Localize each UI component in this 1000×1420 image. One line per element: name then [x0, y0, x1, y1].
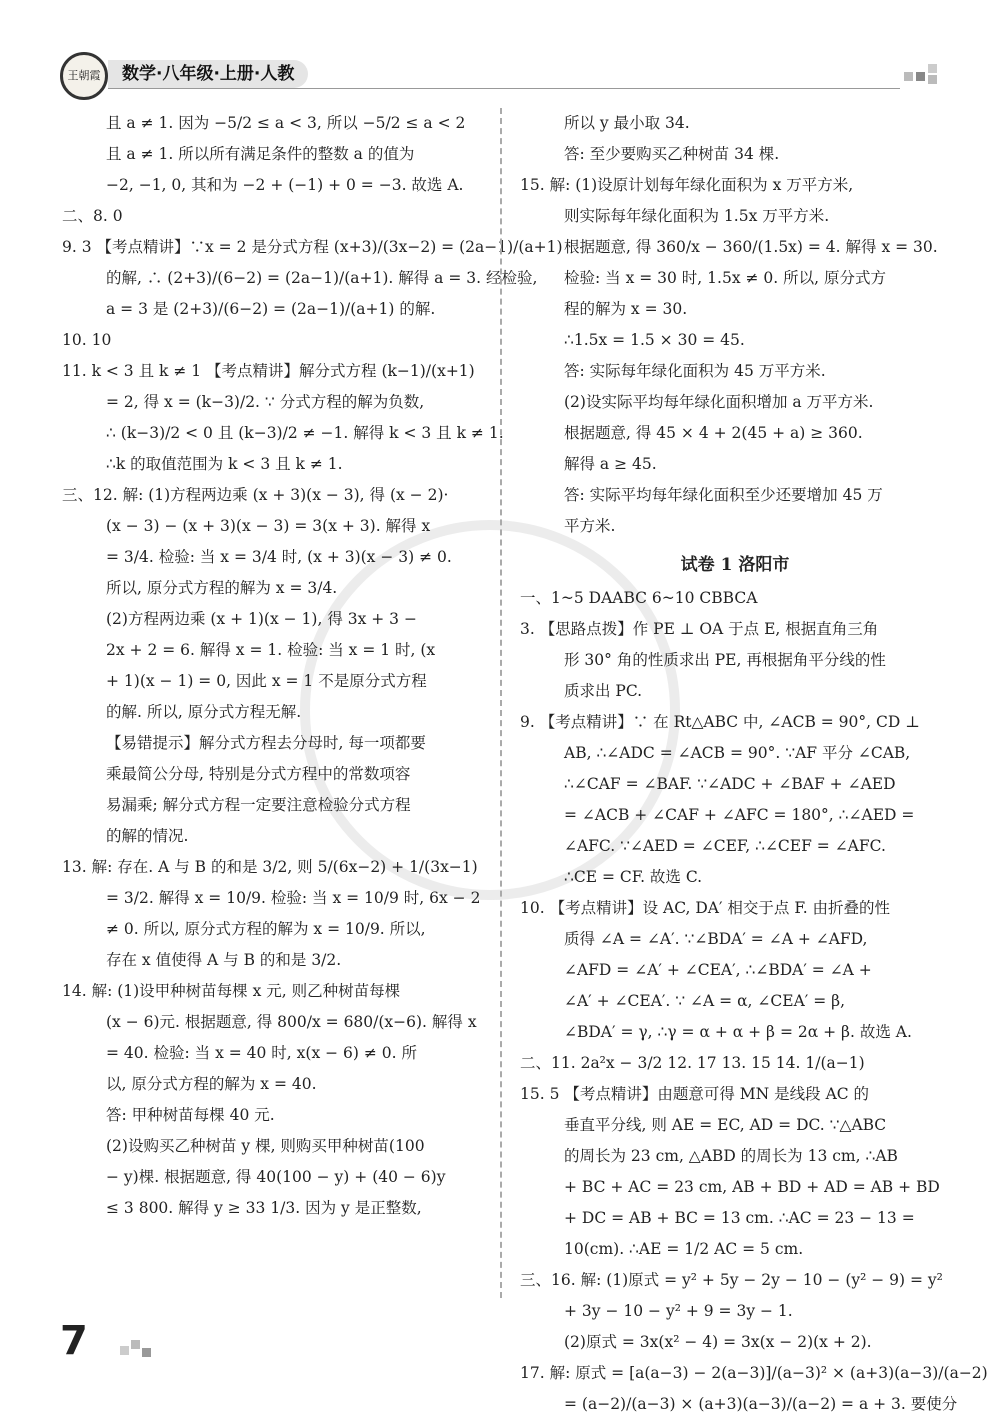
text-line: 所以, 原分式方程的解为 x = 3/4. — [106, 579, 338, 597]
text-line: 检验: 当 x = 30 时, 1.5x ≠ 0. 所以, 原分式方 — [564, 269, 886, 287]
text-line: + 3y − 10 − y² + 9 = 3y − 1. — [564, 1302, 793, 1320]
text-line: ∴∠CAF = ∠BAF. ∵∠ADC + ∠BAF + ∠AED — [564, 775, 896, 793]
text-line: 垂直平分线, 则 AE = EC, AD = DC. ∵△ABC — [564, 1116, 887, 1134]
book-title: 数学·八年级·上册·人教 — [108, 60, 308, 88]
text-line: 10. 10 — [62, 331, 112, 349]
text-line: 答: 实际平均每年绿化面积至少还要增加 45 万 — [564, 486, 883, 504]
page-header — [60, 52, 940, 94]
footer-squares-icon — [120, 1340, 160, 1360]
text-line: 所以 y 最小取 34. — [564, 114, 690, 132]
text-line: 质求出 PC. — [564, 682, 643, 700]
text-line: 2x + 2 = 6. 解得 x = 1. 检验: 当 x = 1 时, (x — [106, 641, 436, 659]
text-line: = 3/2. 解得 x = 10/9. 检验: 当 x = 10/9 时, 6x − 2 — [106, 889, 481, 907]
text-line: 14. 解: (1)设甲种树苗每棵 x 元, 则乙种树苗每棵 — [62, 982, 401, 1000]
text-line: 的解, ∴ (2+3)/(6−2) = (2a−1)/(a+1). 解得 a = 3. 经检验, — [106, 269, 538, 287]
text-line: − y)棵. 根据题意, 得 40(100 − y) + (40 − 6)y — [106, 1168, 446, 1186]
text-line: = (a−2)/(a−3) × (a+3)(a−3)/(a−2) = a + 3. 要使分 — [564, 1395, 958, 1413]
text-line: (x − 6)元. 根据题意, 得 800/x = 680/(x−6). 解得 x — [106, 1013, 477, 1031]
text-line: 平方米. — [564, 517, 616, 535]
text-line: 的解. 所以, 原分式方程无解. — [106, 703, 302, 721]
text-line: ∴CE = CF. 故选 C. — [564, 868, 703, 886]
text-line: 根据题意, 得 45 × 4 + 2(45 + a) ≥ 360. — [564, 424, 863, 442]
text-line: 【易错提示】解分式方程去分母时, 每一项都要 — [106, 734, 426, 752]
text-line: 15. 5 【考点精讲】由题意可得 MN 是线段 AC 的 — [520, 1085, 870, 1103]
text-line: AB, ∴∠ADC = ∠ACB = 90°. ∵AF 平分 ∠CAB, — [564, 744, 911, 762]
text-line: 答: 实际每年绿化面积为 45 万平方米. — [564, 362, 826, 380]
text-line: 11. k < 3 且 k ≠ 1 【考点精讲】解分式方程 (k−1)/(x+1) — [62, 362, 475, 380]
text-line: 17. 解: 原式 = [a(a−3) − 2(a−3)]/(a−3)² × (a+3)(a−3)/(a−2) — [520, 1364, 988, 1382]
text-line: ∠AFD = ∠A′ + ∠CEA′, ∴∠BDA′ = ∠A + — [564, 961, 872, 979]
text-line: 二、8. 0 — [62, 207, 123, 225]
text-line: 二、11. 2a²x − 3/2 12. 17 13. 15 14. 1/(a−1) — [520, 1054, 865, 1072]
text-line: = 2, 得 x = (k−3)/2. ∵ 分式方程的解为负数, — [106, 393, 425, 411]
text-line: 一、1~5 DAABC 6~10 CBBCA — [520, 589, 758, 607]
text-line: ≠ 0. 所以, 原分式方程的解为 x = 10/9. 所以, — [106, 920, 426, 938]
right-column-top — [520, 108, 950, 542]
section-title: 试卷 1 洛阳市 — [680, 555, 790, 575]
text-line: 10. 【考点精讲】设 AC, DA′ 相交于点 F. 由折叠的性 — [520, 899, 891, 917]
column-divider — [500, 108, 502, 1298]
right-column-bottom — [520, 583, 988, 1420]
text-line: ∴ (k−3)/2 < 0 且 (k−3)/2 ≠ −1. 解得 k < 3 且 k ≠ 1. — [106, 424, 504, 442]
text-line: (2)方程两边乘 (x + 1)(x − 1), 得 3x + 3 − — [106, 610, 417, 628]
text-line: 以, 原分式方程的解为 x = 40. — [106, 1075, 317, 1093]
text-line: + BC + AC = 23 cm, AB + BD + AD = AB + BD — [564, 1178, 940, 1196]
text-line: 根据题意, 得 360/x − 360/(1.5x) = 4. 解得 x = 30. — [564, 238, 938, 256]
text-line: 则实际每年绿化面积为 1.5x 万平方米. — [564, 207, 830, 225]
text-line: 程的解为 x = 30. — [564, 300, 688, 318]
text-line: 形 30° 角的性质求出 PE, 再根据角平分线的性 — [564, 651, 886, 669]
text-line: ∴1.5x = 1.5 × 30 = 45. — [564, 331, 745, 349]
text-line: 且 a ≠ 1. 因为 −5/2 ≤ a < 3, 所以 −5/2 ≤ a < 2 — [106, 114, 466, 132]
text-line: ∠BDA′ = γ, ∴γ = α + α + β = 2α + β. 故选 A. — [564, 1023, 912, 1041]
text-line: ∠AFC. ∵∠AED = ∠CEF, ∴∠CEF = ∠AFC. — [564, 837, 886, 855]
text-line: ∠A′ + ∠CEA′. ∵ ∠A = α, ∠CEA′ = β, — [564, 992, 846, 1010]
text-line: a = 3 是 (2+3)/(6−2) = (2a−1)/(a+1) 的解. — [106, 300, 436, 318]
text-line: 3. 【思路点拨】作 PE ⊥ OA 于点 E, 根据直角三角 — [520, 620, 879, 638]
text-line: ≤ 3 800. 解得 y ≥ 33 1/3. 因为 y 是正整数, — [106, 1199, 422, 1217]
text-line: −2, −1, 0, 其和为 −2 + (−1) + 0 = −3. 故选 A. — [106, 176, 464, 194]
text-line: 9. 3 【考点精讲】∵x = 2 是分式方程 (x+3)/(3x−2) = (2a−1)/(a+1) — [62, 238, 563, 256]
page-number: 7 — [60, 1318, 88, 1364]
text-line: 的解的情况. — [106, 827, 189, 845]
text-line: (x − 3) − (x + 3)(x − 3) = 3(x + 3). 解得 x — [106, 517, 431, 535]
text-line: = 3/4. 检验: 当 x = 3/4 时, (x + 3)(x − 3) ≠ 0. — [106, 548, 452, 566]
text-line: ∴k 的取值范围为 k < 3 且 k ≠ 1. — [106, 455, 343, 473]
text-line: 三、12. 解: (1)方程两边乘 (x + 3)(x − 3), 得 (x − 2)· — [62, 486, 449, 504]
text-line: 9. 【考点精讲】∵ 在 Rt△ABC 中, ∠ACB = 90°, CD ⊥ — [520, 713, 920, 731]
text-line: 答: 至少要购买乙种树苗 34 棵. — [564, 145, 780, 163]
text-line: 质得 ∠A = ∠A′. ∵∠BDA′ = ∠A + ∠AFD, — [564, 930, 868, 948]
text-line: = ∠ACB + ∠CAF + ∠AFC = 180°, ∴∠AED = — [564, 806, 915, 824]
text-line: 且 a ≠ 1. 所以所有满足条件的整数 a 的值为 — [106, 145, 415, 163]
text-line: 存在 x 值使得 A 与 B 的和是 3/2. — [106, 951, 342, 969]
text-line: (2)设购买乙种树苗 y 棵, 则购买甲种树苗(100 — [106, 1137, 425, 1155]
brand-logo: 王朝霞 — [60, 52, 108, 100]
text-line: (2)设实际平均每年绿化面积增加 a 万平方米. — [564, 393, 874, 411]
text-line: 15. 解: (1)设原计划每年绿化面积为 x 万平方米, — [520, 176, 854, 194]
text-line: (2)原式 = 3x(x² − 4) = 3x(x − 2)(x + 2). — [564, 1333, 872, 1351]
decorative-squares-icon — [904, 64, 940, 84]
text-line: + 1)(x − 1) = 0, 因此 x = 1 不是原分式方程 — [106, 672, 427, 690]
right-column — [520, 108, 988, 1420]
text-line: 乘最简公分母, 特别是分式方程中的常数项容 — [106, 765, 411, 783]
left-column — [62, 108, 563, 1224]
text-line: 13. 解: 存在. A 与 B 的和是 3/2, 则 5/(6x−2) + 1/(3x−1) — [62, 858, 478, 876]
text-line: 易漏乘; 解分式方程一定要注意检验分式方程 — [106, 796, 411, 814]
text-line: = 40. 检验: 当 x = 40 时, x(x − 6) ≠ 0. 所 — [106, 1044, 417, 1062]
text-line: 三、16. 解: (1)原式 = y² + 5y − 2y − 10 − (y² − 9) = y² — [520, 1271, 943, 1289]
header-rule — [108, 88, 900, 89]
text-line: 答: 甲种树苗每棵 40 元. — [106, 1106, 275, 1124]
text-line: + DC = AB + BC = 13 cm. ∴AC = 23 − 13 = — [564, 1209, 915, 1227]
text-line: 的周长为 23 cm, △ABD 的周长为 13 cm, ∴AB — [564, 1147, 898, 1165]
text-line: 解得 a ≥ 45. — [564, 455, 657, 473]
text-line: 10(cm). ∴AE = 1/2 AC = 5 cm. — [564, 1240, 804, 1258]
